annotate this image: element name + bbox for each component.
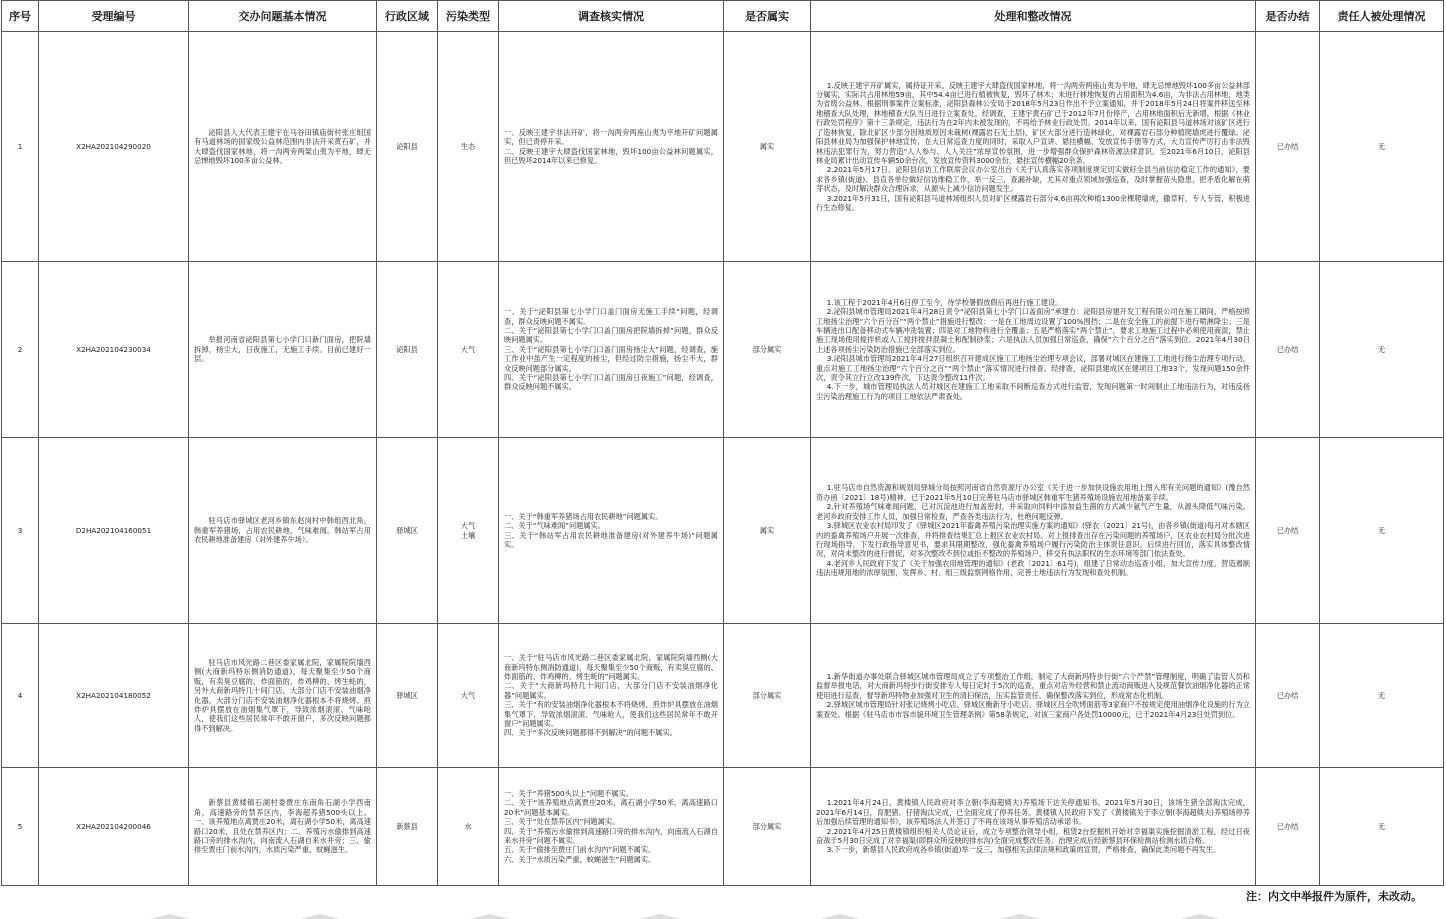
cell-no: 4 <box>2 624 39 768</box>
cell-handle <box>811 32 1256 262</box>
handle-paragraph: 3.2021年5月31日，国有泌阳县马道林场组织人员对矿区裸露岩石部分4.6亩再次种植1300余棵爬墙虎，撒草籽，专人专管，积极进行生态修复。 <box>816 193 1250 212</box>
cell-fact: 部分属实 <box>724 262 811 438</box>
handle-paragraph: 3.泌阳县城市管理局2021年4月27日组织召开建成区施工工地扬尘治理专项会议，部署对城区在建施工工地进行扬尘治理专项行动，重点对施工工地扬尘治理“六个百分之百”“两个禁止”落实情况进行排查。经排查，泌阳县建成区在建项目工地33个，发现问题150余件次，责令其立行立改139件次，下达责令整改11件次。 <box>816 354 1250 383</box>
header-verify: 调查核实情况 <box>499 1 724 32</box>
handle-paragraph: 2.2021年5月17日，泌阳县信访工作联席会议办公室出台《关于认真落实各项制度规定切实做好全县当前信访稳定工作的通知》，要求各乡镇(街道)、县直各单位做好信访维稳工作，举一反三，查漏补缺，尤其对重点领域加强巡查，及时掌握苗头隐患，把矛盾化解在萌芽状态，及时解决群众合理诉求，从源头上减少信访问题发生。 <box>816 165 1250 194</box>
handle-paragraph: 2.驿城区城市管理局针对张记烧烤小吃店、驿城区衡新牙小吃店、驿城区吕全吹烤面筋等3家商户不按规定使用油烟净化设施的行为立案查处。根据《驻马店市市容市貌环境卫生管理条例》第58条规定，对该三家商户各处罚10000元，已于2021年4月23日处罚到位。 <box>816 700 1250 719</box>
cell-person: 无 <box>1320 262 1444 438</box>
cell-verify <box>499 262 724 438</box>
cell-handle <box>811 438 1256 624</box>
cell-verify <box>499 768 724 886</box>
cell-basic <box>189 768 377 886</box>
table-row <box>2 624 1444 768</box>
handle-paragraph: 1.2021年4月24日，黄楼镇人民政府对李立朝(李海超姨夫)养殖场下达关停通知书。2021年5月30日，该场生猪全部淘汰完成，2021年6月14日，育肥猪、仔猪淘汰完成，已全面完成了停养任务。黄楼镇人民政府下发了《黄楼镇关于李立朝(李海超姨夫)养殖场停养后加强后续管理的通知书》，该养殖场法人并签订了不再在该场从事养殖活动承诺书。 <box>816 798 1250 827</box>
cell-person: 无 <box>1320 32 1444 262</box>
cell-basic <box>189 32 377 262</box>
cell-basic-text: 举报河南省泌阳县第七小学门口新门面房，把院墙拆掉，扬尘大，日夜施工，无施工手续。目前已建好一层。 <box>194 335 371 364</box>
cell-pollution-text: 大气 土壤 <box>460 521 476 540</box>
header-basic: 交办问题基本情况 <box>189 1 377 32</box>
cell-basic <box>189 262 377 438</box>
cell-area: 新蔡县 <box>377 768 438 886</box>
header-pollution: 污染类型 <box>438 1 499 32</box>
handle-paragraph: 1.该工程于2021年4月6日停工至今，待学校暑假放假后再进行施工建设。 <box>826 297 1063 307</box>
cell-pollution-text: 大气 <box>460 690 476 700</box>
cell-no: 3 <box>2 438 39 624</box>
cell-verify <box>499 438 724 624</box>
cell-person: 无 <box>1320 438 1444 624</box>
cell-no: 1 <box>2 32 39 262</box>
cell-id: X2HA202104230034 <box>39 262 189 438</box>
cell-verify-text: 一、关于“韩重军养猪场占用农民耕地”问题属实。 二、关于“气味难闻”问题属实。 三、关于“韩站军占用农民耕地准备建房(对外建养牛场)”问题属实。 <box>504 511 718 549</box>
cell-pollution <box>438 624 499 768</box>
cell-handle <box>811 768 1256 886</box>
table-body <box>2 32 1444 886</box>
cell-verify-text: 一、关于“养猪500头以上”问题不属实。 二、关于“该养殖地点离贾庄20米，离石湖小学50米，离高速路口20米”问题基本属实。 三、关于“处在禁养区内”问题属实。 四、关于“养殖污水偷排到高速路口旁的排水沟内，向南流入石湖自来水井旁”问题不属实。 五、关于“偷排至贾庄门前水沟内”问题不属实。 六、关于“水质污染严重，蚊蝇滋生”问题属实。 <box>504 788 718 864</box>
cell-pollution-text: 生态 <box>460 141 476 151</box>
handle-paragraph: 3.下一步，新蔡县人民政府成各乡镇(街道)举一反三，加强相关法律法规和政策的宣贯，严格排查，确保此类问题不再发生。 <box>826 845 1221 855</box>
cell-verify <box>499 32 724 262</box>
cell-done: 已办结 <box>1256 768 1320 886</box>
table-row <box>2 438 1444 624</box>
handle-paragraph: 2.针对养殖场气味难闻问题，已对沉淀池进行加盖密封，并采取向饲料中添加益生菌的方式减少氨气产生量，从源头降低气味污染。老河乡政府安排工作人员，加强日常检查，严查各类违法行为，杜绝问题反弹。 <box>816 502 1250 521</box>
cell-no: 2 <box>2 262 39 438</box>
cell-pollution <box>438 438 499 624</box>
cell-id: X2HA202104200046 <box>39 768 189 886</box>
cell-basic-text: 驻马店市驿城区老河乡镇东赵岗村中韩组西北角，韩重军养猪场，占用农民耕地，气味难闻。韩站军占用农民耕地准备建房（对外建养牛场）。 <box>194 516 371 545</box>
cell-pollution <box>438 768 499 886</box>
cell-pollution <box>438 32 499 262</box>
handle-paragraph: 1.反映王建宇开矿属实，属持证开采。反映王建宇大肆盗伐国家林地，将一沟两旁两座山夷为平地，肆无忌惮地毁坏100多亩公益林部分属实，实际共占用林地59亩，其中54.4亩已进行植被恢复，毁坏了林木；未进行林地恢复的占用面积为4.6亩，为非法占用林地，地类为省级公益林。根据刑事案件立案标准，泌阳县森林公安局于2018年5月23日作出不予立案通知，并于2018年5月24日将案件移送至林地稽查大队处理，林地稽查大队当日进行立案查处。经调查，王建宇黄石矿已于2012年7月份停产，占用林地面积后无新增，根据《林业行政处罚程序》第十三条规定，违法行为在2年内未被发现的，不再给予林业行政处罚。2014年以来，国有泌阳县马道林场对该矿区进行了造林恢复，除北矿区少部分因地质原因未栽树(裸露岩石无土层)，矿区大部分进行造林绿化，对裸露岩石部分种植爬墙虎进行覆绿。泌阳县林业局为加强保护林地宣传，在大日常巡查力度的同时，采取入户宣讲、悬挂横幅、发放宣传手册等方式，大力宣传严厉打击非法毁林违法犯罪行为，努力营造“人人参与、人人关注”浓厚宣传氛围，进一步增强群众保护森林资源法律意识。至2021年6月10日，泌阳县林业局累计出动宣传车辆50余台次，发放宣传资料3000余份，悬挂宣传横幅20余条。 <box>816 80 1250 165</box>
header-done: 是否办结 <box>1256 1 1320 32</box>
handle-paragraph: 2.泌阳县城市管理局2021年4月28日责令“泌阳县第七小学门口盖面房”承建方：泌阳县房建开发工程有限公司在施工期间，严格按照工地扬尘治理“六个百分百”“两个禁止”措施进行整改：一是在工地周边设置了100%围挡；二是在安全施工的前提下进行喷淋降尘；三是车辆进出口配备移动式车辆冲洗装置；四是对工地物料进行全覆盖；五是严格落实“两个禁止”，要求工地施工过程中必须使用商混，禁止施工现场使用搅拌机或人工搅拌搅拌混凝土和配制砂浆；六是执法人员加强日常巡查，确保“六个百分之百”落实到位。2021年4月30日上述各项扬尘污染防治措施已全部落实到位。 <box>816 307 1250 354</box>
cell-done: 已办结 <box>1256 262 1320 438</box>
cell-basic-text: 驻马店市风光路二巷区委家属北院，家属院院墙西侧(大商新玛特东侧消防通道)，每天聚集至少50个商贩，有卖臭豆腐的、炸面筋的、炸鸡柳的、烤生蚝的，另外大商新玛特几十间门店，大部分门店不安装油烟净化器，大部分门店不安装油烟净化器根本不将烧烤、煎炸炉具摆放在油烟集气罩下，导致浓烟滚滚、气味呛人，使我们这些居民常年不敢开窗户，多次反映问题都得不到解决。 <box>194 657 371 733</box>
handle-paragraph: 3.驿城区农业农村局印发了《驿城区2021年畜禽养殖污染治理实施方案的通知》(驿农〔2021〕21号)，由各乡镇(街道)每月对本辖区内的畜禽养殖场户开展一次排查，并将排查结果汇总上报区农业农村局。对上报排查出存在污染问题的养殖场户，区农业农村局分批次进行现场指导，下发行政指导意见书，要求其限期整改，强化畜禽养殖场户履行污染防治主体责任意识。后续进行回访，落实具体整改情况，对尚未整改的进行督促，对多次整改不到位或拒不整改的养殖场户，移交有执法职权的生态环境等部门依法查处。 <box>816 521 1250 559</box>
table-row <box>2 768 1444 886</box>
handle-paragraph: 4.老河乡人民政府下发了《关于加强农用地管理的通知》(老政〔2021〕61号)，组建了日常动态巡查小组，加大宣传力度，营造遏制违法违规用地的浓厚氛围，发挥乡、村、组三级监察网格作用，完善土地违法行为发现和查处机制。 <box>816 558 1250 578</box>
cell-no: 5 <box>2 768 39 886</box>
handle-paragraph: 2.2021年4月25日黄楼镇组织相关人员论证后，成立专项整治领导小组，租赁2台挖掘机开始对幸福渠实施挖掘清淤工程，经过日夜奋战于5月30日完成了对幸福渠(即群众所反映的排水沟)全面完成整改任务。治理完成后经新蔡县环保检测站检测水质合格。 <box>816 826 1250 845</box>
cell-done: 已办结 <box>1256 624 1320 768</box>
header-person: 责任人被处理情况 <box>1320 1 1444 32</box>
header-area: 行政区域 <box>377 1 438 32</box>
cell-handle <box>811 262 1256 438</box>
table-header <box>2 1 1444 32</box>
cell-id: D2HA202104160051 <box>39 438 189 624</box>
cell-done: 已办结 <box>1256 32 1320 262</box>
cell-verify-text: 一、反映王建宇非法开矿，将一沟两旁两座山夷为平地开矿问题属实，但已责停开采。 二、反映王建宇大肆盗伐国家林地，毁坏100亩公益林问题属实，但已毁坏2014年以来已修复。 <box>504 127 718 165</box>
header-fact: 是否属实 <box>724 1 811 32</box>
cell-pollution-text: 大气 <box>460 344 476 354</box>
header-handle: 处理和整改情况 <box>811 1 1256 32</box>
page-edge-decoration <box>0 910 1446 919</box>
cell-person: 无 <box>1320 768 1444 886</box>
header-no: 序号 <box>2 1 39 32</box>
cell-fact: 部分属实 <box>724 624 811 768</box>
cell-area: 驿城区 <box>377 438 438 624</box>
cell-id: X2HA202104180052 <box>39 624 189 768</box>
table-row <box>2 262 1444 438</box>
cell-area: 驿城区 <box>377 624 438 768</box>
cell-basic-text: 泌阳县人大代表王建宇在马谷田镇庙街村张庄组国有马道林场的国家级公益林范围内非法开采黄石矿，并大肆盗伐国家林地，将一沟两旁两架山夷为平地，肆无忌惮地毁坏100多亩公益林。 <box>194 127 371 165</box>
footnote: 注：内文中举报件为原件，未改动。 <box>1246 890 1422 903</box>
cell-pollution <box>438 262 499 438</box>
cell-verify-text: 一、关于“泌阳县第七小学门口盖门面房无施工手续”问题，经调查，群众反映问题不属实。 二、关于“泌阳县第七小学门口盖门面房把院墙拆掉”问题，群众反映问题属实。 三、关于“泌阳县第七小学门口盖门面房扬尘大”问题，经调查，施工作业中虽产生一定程度的扬尘，但经过防尘措施，扬尘不大，群众反映问题部分属实。 四、关于“泌阳县第七小学门口盖门面房日夜施工”问题，经调查，群众反映问题不属实。 <box>504 307 718 392</box>
cell-verify-text: 一、关于“驻马店市风光路二巷区委家属北院，家属院院墙西侧(大商新玛特东侧消防通道)，每天聚集至少50个商贩，有卖臭豆腐的、炸面筋的、炸鸡柳的、烤生蚝的”问题属实。 二、关于“大商新玛特几十间门店，大部分门店不安装油烟净化器”问题属实。 三、关于“有的安装油烟净化器根本不将烧烤，煎炸炉具摆放在油烟集气罩下，导致浓烟滚滚、气味呛人，使我们这些居民常年不敢开窗户”问题属实。 四、关于“多次反映问题都得不到解决”的问题不属实。 <box>504 653 718 738</box>
handle-paragraph: 1.新华街道办事处联合驿城区城市管理局成立了专项整治工作组，制定了大商新玛特步行街“六个严禁”管理制度，明确了监管人员和监督举报电话，对大商新玛特步行街安排专人每日定时于5次的巡查，重点对店外经营和禁止流动商贩进入及规范餐饮油烟净化器的正常使用进行巡查，督导新玛特物业加强对卫生的清扫保洁，压实监管责任，确保整改落实到位，形成常态化机制。 <box>816 671 1250 700</box>
cell-basic <box>189 624 377 768</box>
cell-pollution-text: 水 <box>464 821 472 831</box>
cell-id: X2HA202104290020 <box>39 32 189 262</box>
cell-area: 泌阳县 <box>377 262 438 438</box>
table-row <box>2 32 1444 262</box>
cell-verify <box>499 624 724 768</box>
cell-basic <box>189 438 377 624</box>
cell-area: 泌阳县 <box>377 32 438 262</box>
cell-fact: 属实 <box>724 32 811 262</box>
handle-paragraph: 1.驻马店市自然资源和规划局驿城分局按照河南省自然资源厅办公室《关于进一步加快设施农用地上图入库有关问题的通知》(豫自然资办函〔2021〕18号)精神，已于2021年5月10日完善驻马店市驿城区韩重军生猪养殖场设施农用地备案手续。 <box>816 483 1250 502</box>
handle-paragraph: 4.下一步，城市管理局执法人员对城区在建施工工地采取不间断巡查方式进行监管，发现问题第一时间制止工地违法行为，对违反扬尘污染治理施工行为的项目工地依法严肃查处。 <box>816 382 1250 401</box>
cell-fact: 部分属实 <box>724 768 811 886</box>
cell-done: 已办结 <box>1256 438 1320 624</box>
cell-fact: 属实 <box>724 438 811 624</box>
header-id: 受理编号 <box>39 1 189 32</box>
cell-handle <box>811 624 1256 768</box>
cell-basic-text: 新蔡县黄楼镇石湖村委贾庄东南角石湖小学西南角，高速路旁的禁养区内，李海超养猪500头以上。一、该养殖地点离贾庄20米，离石湖小学50米，离高速路口20米，且处在禁养区内；二、养殖污水偷排到高速路口旁的排水沟内，向南流入石湖自来水井旁；三、偷排至贾庄门前水沟内，水质污染严重，蚊蝇滋生。 <box>194 798 371 855</box>
complaint-table <box>1 0 1444 886</box>
cell-person: 无 <box>1320 624 1444 768</box>
